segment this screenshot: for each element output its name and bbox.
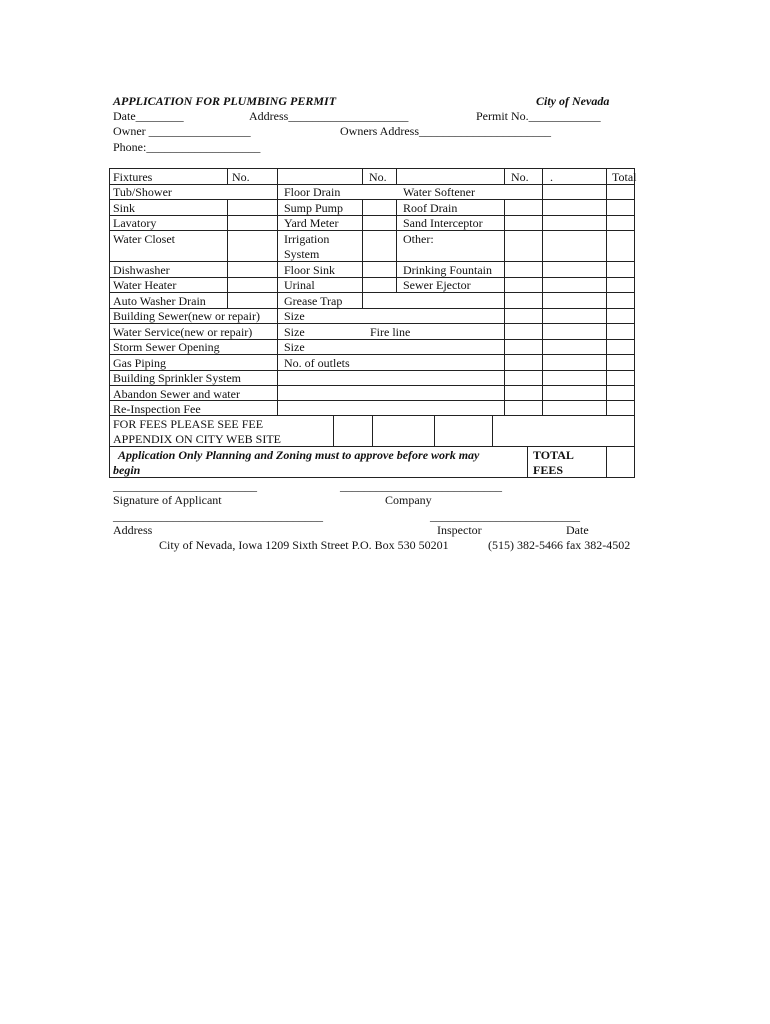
inspector-date-line[interactable]: _________________________ — [430, 509, 580, 523]
fixture-urinal: Urinal — [284, 278, 315, 292]
company-label: Company — [385, 493, 432, 507]
signature-line[interactable]: ________________________ — [113, 479, 257, 493]
phone-field[interactable]: Phone:___________________ — [113, 140, 261, 154]
fire-line-label: Fire line — [370, 325, 411, 339]
fixture-tub-shower: Tub/Shower — [113, 185, 172, 199]
total-fees-label-1: TOTAL — [533, 448, 574, 462]
fixture-roof-drain: Roof Drain — [403, 201, 458, 215]
form-title: APPLICATION FOR PLUMBING PERMIT — [113, 94, 337, 108]
fixture-yard-meter: Yard Meter — [284, 216, 339, 230]
fixture-irrigation: Irrigation — [284, 232, 330, 246]
fixture-abandon-sewer: Abandon Sewer and water — [113, 387, 240, 401]
permit-number-field[interactable]: Permit No.____________ — [476, 109, 601, 123]
fixture-sewer-ejector: Sewer Ejector — [403, 278, 471, 292]
header-total: Total — [612, 170, 637, 184]
fixture-water-service: Water Service(new or repair) — [113, 325, 253, 339]
fixture-other: Other: — [403, 232, 434, 246]
fixture-gas-piping: Gas Piping — [113, 356, 167, 370]
outlets-label: No. of outlets — [284, 356, 350, 370]
header-dot: . — [550, 170, 553, 184]
fixture-reinspection-fee: Re-Inspection Fee — [113, 402, 201, 416]
approval-note-line-1: Application Only Planning and Zoning must to approve before work may — [118, 448, 480, 462]
header-no-3: No. — [511, 170, 529, 184]
company-line[interactable]: ___________________________ — [340, 479, 502, 493]
owner-field[interactable]: Owner _________________ — [113, 124, 251, 138]
city-phone-fax: (515) 382-5466 fax 382-4502 — [488, 538, 631, 552]
size-label-3: Size — [284, 340, 305, 354]
fixture-building-sewer: Building Sewer(new or repair) — [113, 309, 260, 323]
fixture-sink: Sink — [113, 201, 136, 215]
fixture-water-softener: Water Softener — [403, 185, 475, 199]
city-name: City of Nevada — [536, 94, 610, 108]
inspector-label: Inspector — [437, 523, 482, 537]
fixture-storm-sewer: Storm Sewer Opening — [113, 340, 220, 354]
header-no-2: No. — [369, 170, 387, 184]
fixture-lavatory: Lavatory — [113, 216, 157, 230]
address-field[interactable]: Address____________________ — [249, 109, 409, 123]
city-address: City of Nevada, Iowa 1209 Sixth Street P.O. Box 530 50201 — [159, 538, 449, 552]
fixture-irrigation-system: System — [284, 247, 320, 261]
fixture-drinking-fountain: Drinking Fountain — [403, 263, 492, 277]
fixture-water-closet: Water Closet — [113, 232, 176, 246]
approval-note-line-2: begin — [113, 463, 141, 477]
fixture-floor-sink: Floor Sink — [284, 263, 336, 277]
signature-label: Signature of Applicant — [113, 493, 222, 507]
size-label-1: Size — [284, 309, 305, 323]
size-label-2: Size — [284, 325, 305, 339]
fixture-grease-trap: Grease Trap — [284, 294, 343, 308]
fixture-floor-drain: Floor Drain — [284, 185, 341, 199]
owners-address-field[interactable]: Owners Address______________________ — [340, 124, 551, 138]
fees-note-line-1: FOR FEES PLEASE SEE FEE — [113, 417, 264, 431]
fees-note-line-2: APPENDIX ON CITY WEB SITE — [113, 432, 281, 446]
header-fixtures: Fixtures — [113, 170, 153, 184]
fixture-sand-interceptor: Sand Interceptor — [403, 216, 483, 230]
fixture-sprinkler: Building Sprinkler System — [113, 371, 242, 385]
fixture-water-heater: Water Heater — [113, 278, 177, 292]
date-label: Date — [566, 523, 589, 537]
header-no-1: No. — [232, 170, 250, 184]
fixture-auto-washer-drain: Auto Washer Drain — [113, 294, 206, 308]
total-fees-label-2: FEES — [533, 463, 564, 477]
fixture-dishwasher: Dishwasher — [113, 263, 170, 277]
date-field[interactable]: Date________ — [113, 109, 184, 123]
address-label: Address — [113, 523, 153, 537]
address-line[interactable]: ___________________________________ — [113, 509, 323, 523]
fixture-sump-pump: Sump Pump — [284, 201, 344, 215]
